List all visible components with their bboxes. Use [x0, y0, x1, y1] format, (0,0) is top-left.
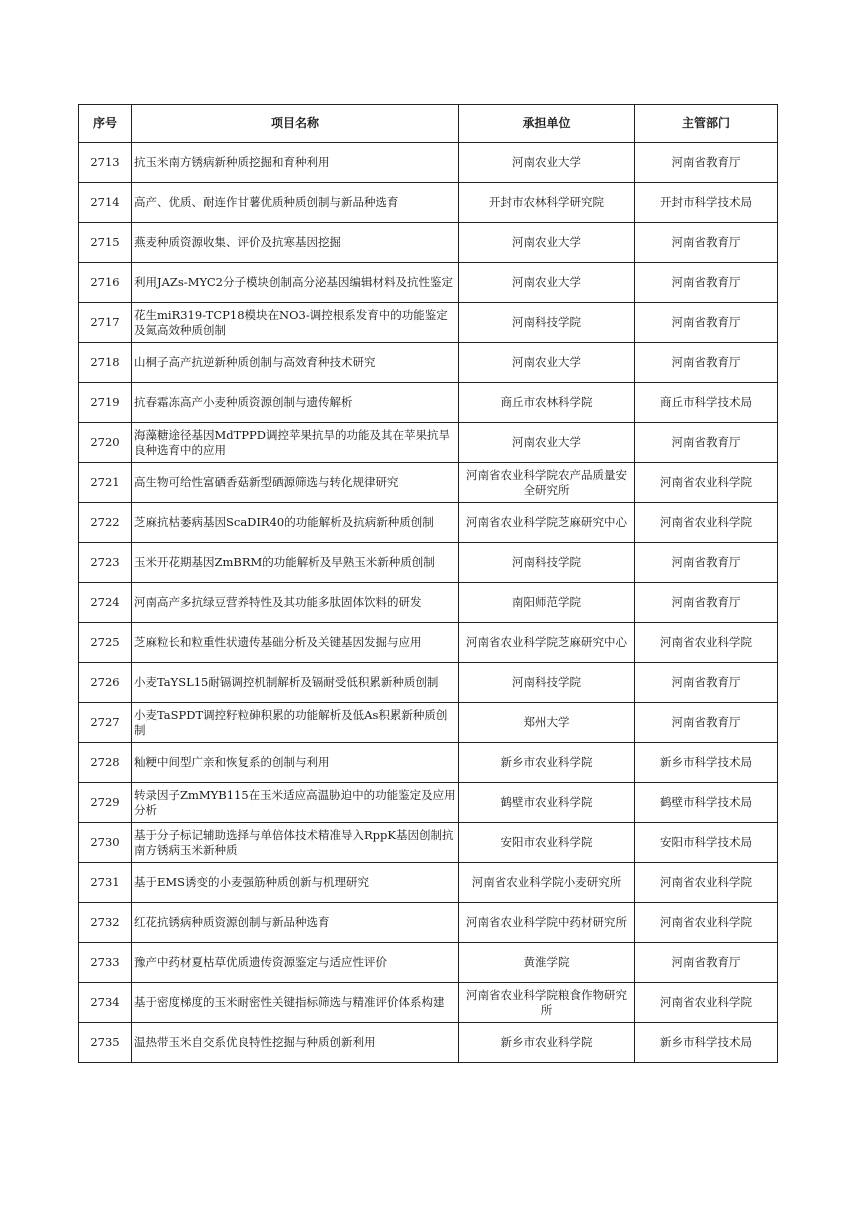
table-row [79, 983, 778, 1023]
row-project-name: 基于分子标记辅助选择与单倍体技术精准导入RppK基因创制抗南方锈病玉米新种质 [132, 823, 459, 863]
row-supervising-department: 新乡市科学技术局 [635, 743, 778, 783]
row-supervising-department: 安阳市科学技术局 [635, 823, 778, 863]
row-number: 2719 [79, 383, 132, 423]
table-row [79, 663, 778, 703]
row-supervising-department: 河南省教育厅 [635, 543, 778, 583]
table-row [79, 903, 778, 943]
table-row [79, 383, 778, 423]
table-row [79, 583, 778, 623]
row-project-name: 高生物可给性富硒香菇新型硒源筛选与转化规律研究 [132, 463, 459, 503]
row-supervising-department: 河南省教育厅 [635, 343, 778, 383]
table-header-row [79, 105, 778, 143]
table-row [79, 703, 778, 743]
row-supervising-department: 新乡市科学技术局 [635, 1023, 778, 1063]
row-undertaking-unit: 河南省农业科学院芝麻研究中心 [459, 623, 635, 663]
row-project-name: 芝麻抗枯萎病基因ScaDIR40的功能解析及抗病新种质创制 [132, 503, 459, 543]
row-undertaking-unit: 河南农业大学 [459, 143, 635, 183]
row-project-name: 基于EMS诱变的小麦强筋种质创新与机理研究 [132, 863, 459, 903]
row-project-name: 花生miR319-TCP18模块在NO3-调控根系发育中的功能鉴定及氮高效种质创制 [132, 303, 459, 343]
table-row [79, 503, 778, 543]
table-row [79, 543, 778, 583]
table-row [79, 463, 778, 503]
row-number: 2732 [79, 903, 132, 943]
table-row [79, 743, 778, 783]
row-number: 2720 [79, 423, 132, 463]
header-number: 序号 [79, 105, 132, 143]
header-project-name: 项目名称 [132, 105, 459, 143]
table-row [79, 863, 778, 903]
row-supervising-department: 商丘市科学技术局 [635, 383, 778, 423]
row-undertaking-unit: 河南科技学院 [459, 663, 635, 703]
row-supervising-department: 河南省农业科学院 [635, 623, 778, 663]
row-number: 2722 [79, 503, 132, 543]
row-supervising-department: 河南省农业科学院 [635, 863, 778, 903]
row-number: 2735 [79, 1023, 132, 1063]
row-undertaking-unit: 河南省农业科学院粮食作物研究所 [459, 983, 635, 1023]
row-undertaking-unit: 新乡市农业科学院 [459, 1023, 635, 1063]
row-undertaking-unit: 河南省农业科学院芝麻研究中心 [459, 503, 635, 543]
row-project-name: 河南高产多抗绿豆营养特性及其功能多肽固体饮料的研发 [132, 583, 459, 623]
row-project-name: 小麦TaSPDT调控籽粒砷积累的功能解析及低As积累新种质创制 [132, 703, 459, 743]
row-undertaking-unit: 商丘市农林科学院 [459, 383, 635, 423]
row-supervising-department: 河南省农业科学院 [635, 903, 778, 943]
row-number: 2733 [79, 943, 132, 983]
row-number: 2727 [79, 703, 132, 743]
row-number: 2723 [79, 543, 132, 583]
row-project-name: 芝麻粒长和粒重性状遗传基础分析及关键基因发掘与应用 [132, 623, 459, 663]
row-project-name: 抗春霜冻高产小麦种质资源创制与遗传解析 [132, 383, 459, 423]
row-undertaking-unit: 河南省农业科学院中药材研究所 [459, 903, 635, 943]
row-project-name: 籼粳中间型广亲和恢复系的创制与利用 [132, 743, 459, 783]
header-supervising-department: 主管部门 [635, 105, 778, 143]
table-row [79, 623, 778, 663]
row-number: 2729 [79, 783, 132, 823]
row-number: 2713 [79, 143, 132, 183]
row-project-name: 玉米开花期基因ZmBRM的功能解析及早熟玉米新种质创制 [132, 543, 459, 583]
table-row [79, 263, 778, 303]
row-supervising-department: 河南省教育厅 [635, 223, 778, 263]
row-supervising-department: 鹤壁市科学技术局 [635, 783, 778, 823]
row-undertaking-unit: 河南科技学院 [459, 303, 635, 343]
row-number: 2730 [79, 823, 132, 863]
row-supervising-department: 河南省教育厅 [635, 423, 778, 463]
row-project-name: 转录因子ZmMYB115在玉米适应高温胁迫中的功能鉴定及应用分析 [132, 783, 459, 823]
table-row [79, 943, 778, 983]
header-undertaking-unit: 承担单位 [459, 105, 635, 143]
row-number: 2721 [79, 463, 132, 503]
row-undertaking-unit: 安阳市农业科学院 [459, 823, 635, 863]
table-row [79, 143, 778, 183]
row-project-name: 高产、优质、耐连作甘薯优质种质创制与新品种选育 [132, 183, 459, 223]
project-table [78, 104, 778, 1063]
row-project-name: 抗玉米南方锈病新种质挖掘和育种利用 [132, 143, 459, 183]
row-supervising-department: 开封市科学技术局 [635, 183, 778, 223]
table-row [79, 1023, 778, 1063]
row-undertaking-unit: 南阳师范学院 [459, 583, 635, 623]
row-number: 2731 [79, 863, 132, 903]
row-undertaking-unit: 河南农业大学 [459, 423, 635, 463]
row-project-name: 燕麦种质资源收集、评价及抗寒基因挖掘 [132, 223, 459, 263]
row-project-name: 海藻糖途径基因MdTPPD调控苹果抗旱的功能及其在苹果抗旱良种选育中的应用 [132, 423, 459, 463]
table-row [79, 343, 778, 383]
row-supervising-department: 河南省教育厅 [635, 303, 778, 343]
row-number: 2716 [79, 263, 132, 303]
row-project-name: 小麦TaYSL15耐镉调控机制解析及镉耐受低积累新种质创制 [132, 663, 459, 703]
row-number: 2717 [79, 303, 132, 343]
table-row [79, 223, 778, 263]
row-undertaking-unit: 开封市农林科学研究院 [459, 183, 635, 223]
row-supervising-department: 河南省教育厅 [635, 703, 778, 743]
row-undertaking-unit: 河南省农业科学院小麦研究所 [459, 863, 635, 903]
row-project-name: 豫产中药材夏枯草优质遗传资源鉴定与适应性评价 [132, 943, 459, 983]
table-body [79, 143, 778, 1063]
table-row [79, 783, 778, 823]
row-number: 2725 [79, 623, 132, 663]
row-number: 2718 [79, 343, 132, 383]
row-supervising-department: 河南省教育厅 [635, 263, 778, 303]
row-project-name: 基于密度梯度的玉米耐密性关键指标筛选与精准评价体系构建 [132, 983, 459, 1023]
row-supervising-department: 河南省农业科学院 [635, 463, 778, 503]
row-project-name: 利用JAZs-MYC2分子模块创制高分泌基因编辑材料及抗性鉴定 [132, 263, 459, 303]
row-undertaking-unit: 河南农业大学 [459, 343, 635, 383]
row-number: 2734 [79, 983, 132, 1023]
row-project-name: 红花抗锈病种质资源创制与新品种选育 [132, 903, 459, 943]
row-supervising-department: 河南省教育厅 [635, 583, 778, 623]
row-undertaking-unit: 郑州大学 [459, 703, 635, 743]
row-number: 2728 [79, 743, 132, 783]
row-supervising-department: 河南省农业科学院 [635, 983, 778, 1023]
row-undertaking-unit: 河南省农业科学院农产品质量安全研究所 [459, 463, 635, 503]
row-undertaking-unit: 河南农业大学 [459, 223, 635, 263]
row-number: 2726 [79, 663, 132, 703]
row-supervising-department: 河南省农业科学院 [635, 503, 778, 543]
row-undertaking-unit: 鹤壁市农业科学院 [459, 783, 635, 823]
row-number: 2715 [79, 223, 132, 263]
row-number: 2724 [79, 583, 132, 623]
row-undertaking-unit: 新乡市农业科学院 [459, 743, 635, 783]
table-row [79, 823, 778, 863]
row-supervising-department: 河南省教育厅 [635, 663, 778, 703]
table-row [79, 303, 778, 343]
row-undertaking-unit: 河南科技学院 [459, 543, 635, 583]
row-undertaking-unit: 黄淮学院 [459, 943, 635, 983]
row-project-name: 山桐子高产抗逆新种质创制与高效育种技术研究 [132, 343, 459, 383]
row-supervising-department: 河南省教育厅 [635, 943, 778, 983]
row-undertaking-unit: 河南农业大学 [459, 263, 635, 303]
table-row [79, 183, 778, 223]
table-row [79, 423, 778, 463]
row-supervising-department: 河南省教育厅 [635, 143, 778, 183]
row-project-name: 温热带玉米自交系优良特性挖掘与种质创新利用 [132, 1023, 459, 1063]
row-number: 2714 [79, 183, 132, 223]
